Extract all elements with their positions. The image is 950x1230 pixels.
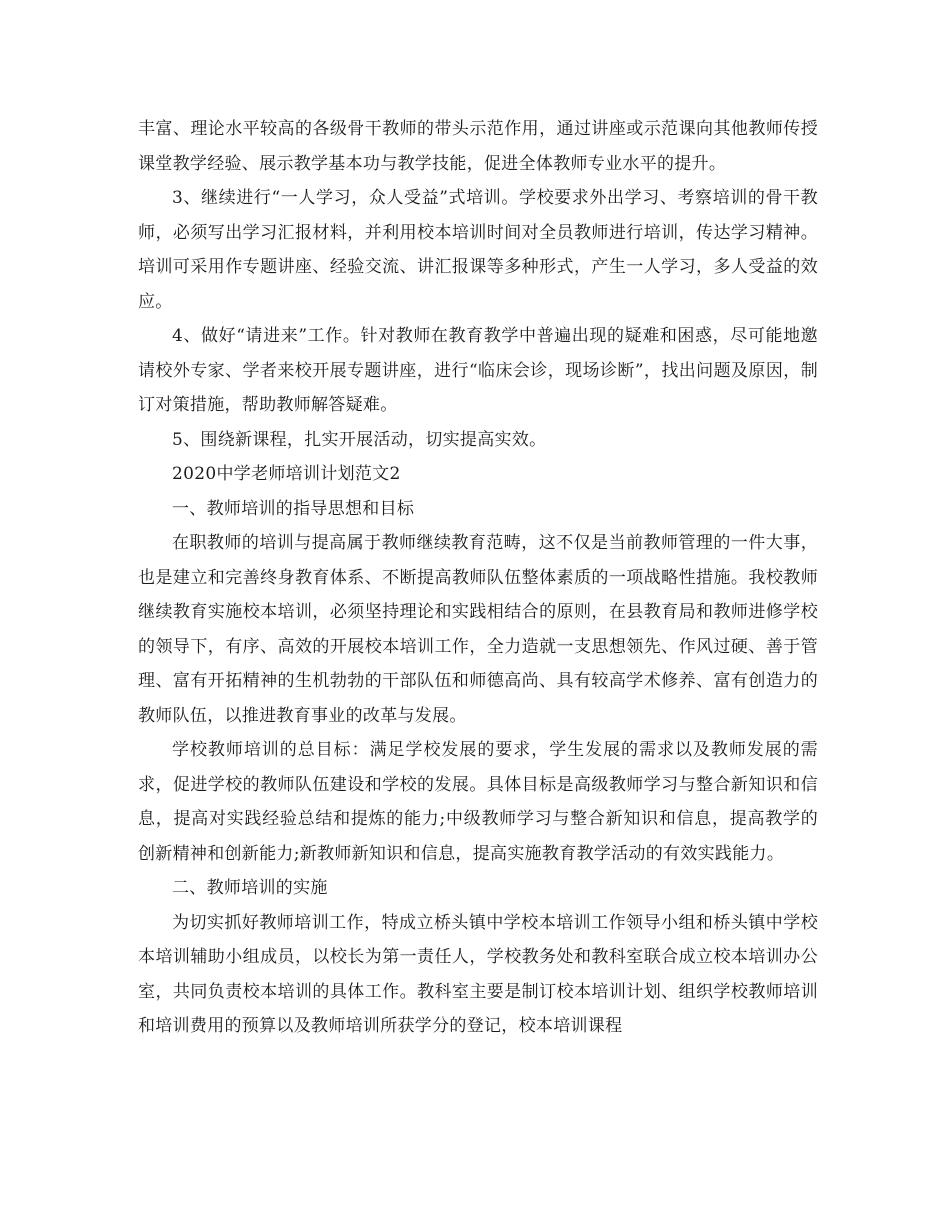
section-heading: 一、教师培训的指导思想和目标 bbox=[172, 498, 415, 519]
section-title: 2020中学老师培训计划范文2 bbox=[172, 464, 401, 484]
paragraph: 4、做好“请进来”工作。针对教师在教育教学中普遍出现的疑难和困惑，尽可能地邀请校外专家、学者来校开展专题讲座，进行“临床会诊，现场诊断”，找出问题及原因，制订对策措施，帮助教师解答疑难。 bbox=[138, 326, 818, 415]
paragraph: 在职教师的培训与提高属于教师继续教育范畴，这不仅是当前教师管理的一件大事，也是建立和完善终身教育体系、不断提高教师队伍整体素质的一项战略性措施。我校教师继续教育实施校本培训，必须坚持理论和实践相结合的原则，在县教育局和教师进修学校的领导下，有序、高效的开展校本培训工作，全力造就一支思想领先、作风过硬、善于管理、富有开拓精神的生机勃勃的干部队伍和师德高尚、具有较高学术修养、富有创造力的教师队伍，以推进教育事业的改革与发展。 bbox=[138, 533, 818, 726]
paragraph: 5、围绕新课程，扎实开展活动，切实提高实效。 bbox=[172, 429, 547, 450]
document-body bbox=[138, 112, 818, 1044]
paragraph: 3、继续进行“一人学习，众人受益”式培训。学校要求外出学习、考察培训的骨干教师，必须写出学习汇报材料，并利用校本培训时间对全员教师进行培训，传达学习精神。培训可采用作专题讲座、经验交流、讲汇报课等多种形式，产生一人学习，多人受益的效应。 bbox=[138, 188, 818, 312]
section-heading: 二、教师培训的实施 bbox=[172, 878, 328, 898]
paragraph: 丰富、理论水平较高的各级骨干教师的带头示范作用，通过讲座或示范课向其他教师传授课堂教学经验、展示教学基本功与教学技能，促进全体教师专业水平的提升。 bbox=[138, 119, 818, 174]
paragraph: 为切实抓好教师培训工作，特成立桥头镇中学校本培训工作领导小组和桥头镇中学校本培训辅助小组成员，以校长为第一责任人，学校教务处和教科室联合成立校本培训办公室，共同负责校本培训的具体工作。教科室主要是制订校本培训计划、组织学校教师培训和培训费用的预算以及教师培训所获学分的登记，校本培训课程 bbox=[138, 912, 818, 1036]
paragraph: 学校教师培训的总目标：满足学校发展的要求，学生发展的需求以及教师发展的需求，促进学校的教师队伍建设和学校的发展。具体目标是高级教师学习与整合新知识和信息，提高对实践经验总结和提炼的能力;中级教师学习与整合新知识和信息，提高教学的创新精神和创新能力;新教师新知识和信息，提高实施教育教学活动的有效实践能力。 bbox=[138, 740, 818, 864]
